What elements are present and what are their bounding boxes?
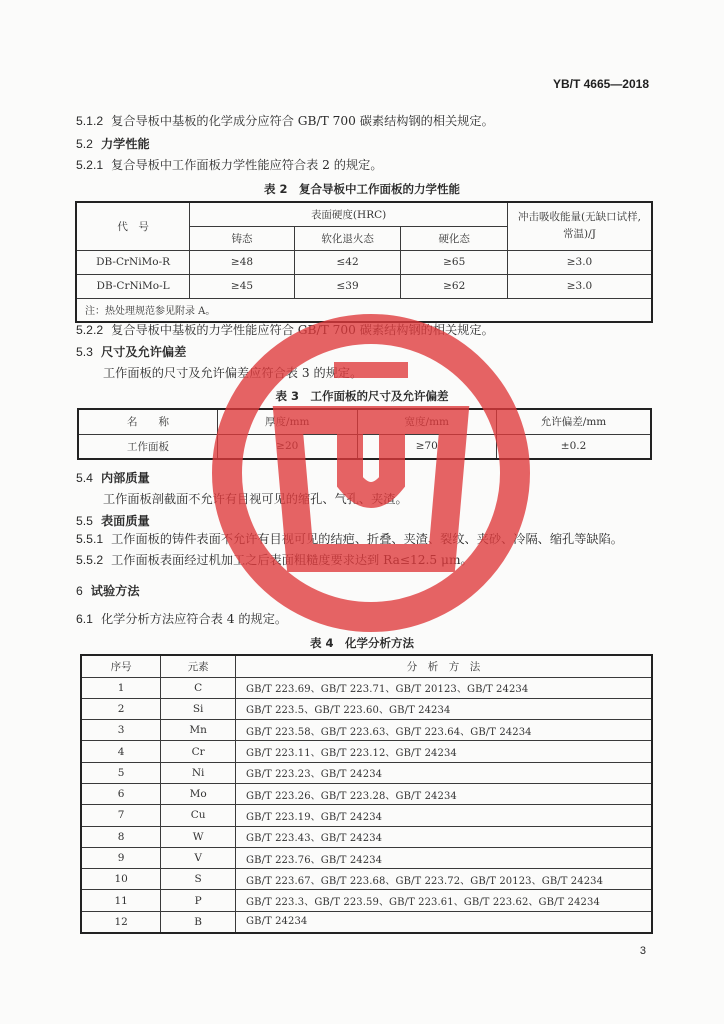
t2-subheader: 硬化态 [401, 226, 508, 250]
table-row: 11 P GB/T 223.3、GB/T 223.59、GB/T 223.61、GB/T 223.62、GB/T 24234 [81, 890, 652, 911]
clause-5-3-heading: 5.3 尺寸及允许偏差 [76, 345, 187, 359]
clause-5-1-2: 5.1.2 复合导板中基板的化学成分应符合 GB/T 700 碳素结构钢的相关规定。 [76, 114, 494, 128]
clause-5-2-2: 5.2.2 复合导板中基板的力学性能应符合 GB/T 700 碳素结构钢的相关规定。 [76, 323, 494, 337]
table-4-chemical-analysis: 序号 元素 分 析 方 法 1 C GB/T 223.69、GB/T 223.71、GB/T 20123、GB/T 24234 2 Si GB/T 223.5、GB/T 223.60、GB/T 24234 3 Mn GB/T 223.58、GB/T 223.63、GB/T 223.64、GB/T 24234 4 Cr GB/T 223.11、GB/T 223.12、GB/T 24234 5 Ni GB/T 223.23、GB/T 24234 6 Mo GB/T 223.26、GB/T 223.28、GB/T 24234 7 Cu GB/T 223.19、GB/T 24234 8 W GB/T 223.43、GB/T 24234 9 V GB/T 223.76、GB/T 24234 10 S GB/T 223.67、GB/T 223.68、GB/T 223.72、GB/T 20123、GB/T 24234 11 P GB/T 223.3、GB/T 223.59、GB/T 223.61、GB/T 223.62、GB/T 24234 12 B GB/T 24234 [80, 654, 653, 934]
table-row: 10 S GB/T 223.67、GB/T 223.68、GB/T 223.72、GB/T 20123、GB/T 24234 [81, 869, 652, 890]
table-row: 1 C GB/T 223.69、GB/T 223.71、GB/T 20123、GB/T 24234 [81, 677, 652, 698]
table-row: 9 V GB/T 223.76、GB/T 24234 [81, 847, 652, 868]
t2-header-code: 代 号 [76, 202, 190, 250]
clause-5-3-body: 工作面板的尺寸及允许偏差应符合表 3 的规定。 [103, 366, 363, 380]
clause-5-2-heading: 5.2 力学性能 [76, 137, 150, 151]
table-row: 5 Ni GB/T 223.23、GB/T 24234 [81, 762, 652, 783]
t2-note: 注：热处理规范参见附录 A。 [76, 298, 652, 322]
standard-code: YB/T 4665—2018 [552, 77, 649, 91]
section-6-heading: 6 试验方法 [76, 584, 140, 598]
t2-subheader: 软化退火态 [294, 226, 401, 250]
watermark-seal-icon [210, 312, 532, 634]
table-row: DB-CrNiMo-L ≥45 ≤39 ≥62 ≥3.0 [76, 274, 652, 298]
table-2-mechanical-properties [75, 201, 653, 323]
table-row: 8 W GB/T 223.43、GB/T 24234 [81, 826, 652, 847]
table-row: 4 Cr GB/T 223.11、GB/T 223.12、GB/T 24234 [81, 741, 652, 762]
t2-header-hardness: 表面硬度(HRC) [190, 202, 508, 226]
table4-caption: 表 4 化学分析方法 [309, 636, 414, 650]
t2-subheader: 铸态 [190, 226, 295, 250]
clause-6-1: 6.1 化学分析方法应符合表 4 的规定。 [76, 612, 288, 626]
table-3-dimensions: 名 称 厚度/mm 宽度/mm 允许偏差/mm 工作面板 ≥20 ≥70 ±0.2 [77, 408, 652, 460]
table3-caption: 表 3 工作面板的尺寸及允许偏差 [275, 389, 449, 403]
table-row: 3 Mn GB/T 223.58、GB/T 223.63、GB/T 223.64、GB/T 24234 [81, 720, 652, 741]
table-row: 工作面板 ≥20 ≥70 ±0.2 [78, 434, 651, 459]
t2-header-impact: 冲击吸收能量(无缺口试样,常温)/J [507, 202, 652, 250]
clause-5-4-body: 工作面板剖截面不允许有目视可见的缩孔、气孔、夹渣。 [103, 492, 408, 506]
page-number: 3 [639, 945, 646, 957]
table-row: 7 Cu GB/T 223.19、GB/T 24234 [81, 805, 652, 826]
table-row: 6 Mo GB/T 223.26、GB/T 223.28、GB/T 24234 [81, 783, 652, 804]
clause-5-5-1: 5.5.1 工作面板的铸件表面不允许有目视可见的结疤、折叠、夹渣、裂纹、夹砂、冷隔、缩孔等缺陷。 [76, 532, 623, 546]
table-row: 2 Si GB/T 223.5、GB/T 223.60、GB/T 24234 [81, 698, 652, 719]
clause-5-5-heading: 5.5 表面质量 [76, 514, 150, 528]
table2-caption: 表 2 复合导板中工作面板的力学性能 [263, 182, 460, 196]
table-row: DB-CrNiMo-R ≥48 ≤42 ≥65 ≥3.0 [76, 250, 652, 274]
clause-5-2-1: 5.2.1 复合导板中工作面板力学性能应符合表 2 的规定。 [76, 158, 383, 172]
clause-5-5-2: 5.5.2 工作面板表面经过机加工之后表面粗糙度要求达到 Ra≤12.5 μm。 [76, 553, 473, 567]
table-row: 12 B GB/T 24234 [81, 911, 652, 932]
clause-5-4-heading: 5.4 内部质量 [76, 471, 150, 485]
